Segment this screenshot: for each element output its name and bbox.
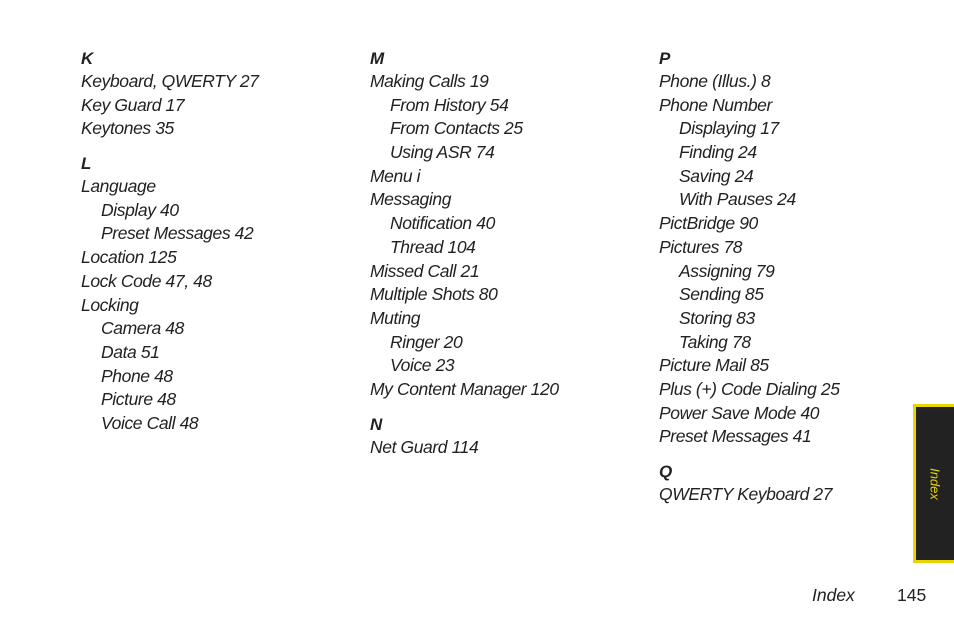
- index-subentry: Storing 83: [679, 307, 755, 328]
- index-entry: Pictures 78: [659, 236, 743, 257]
- group-spacer: [370, 402, 630, 413]
- index-entry: Picture Mail 85: [659, 355, 769, 376]
- side-tab-label: Index: [927, 467, 943, 500]
- index-subentry: Sending 85: [679, 284, 764, 305]
- group-spacer: [659, 449, 919, 460]
- index-letter-heading: Q: [659, 462, 673, 481]
- index-entry: Preset Messages 41: [659, 426, 812, 447]
- index-entry: Lock Code 47, 48: [81, 270, 212, 291]
- index-subentry: Voice Call 48: [101, 412, 199, 433]
- index-subentry: With Pauses 24: [679, 189, 796, 210]
- index-subentry: Saving 24: [679, 165, 754, 186]
- index-entry: Messaging: [370, 189, 452, 210]
- index-subentry: Finding 24: [679, 142, 757, 163]
- index-entry: Language: [81, 176, 156, 197]
- index-entry: Keytones 35: [81, 118, 174, 139]
- index-column-2: [370, 47, 630, 459]
- footer-section-label: Index: [812, 585, 855, 605]
- index-subentry: Display 40: [101, 199, 179, 220]
- group-spacer: [81, 141, 341, 152]
- index-entry: Plus (+) Code Dialing 25: [659, 378, 840, 399]
- index-letter-heading: K: [81, 49, 94, 68]
- section-side-tab: [913, 404, 954, 563]
- index-entry: Keyboard, QWERTY 27: [81, 71, 259, 91]
- index-subentry: Voice 23: [390, 355, 455, 376]
- index-subentry: Camera 48: [101, 318, 184, 339]
- index-letter-heading: M: [370, 49, 385, 68]
- index-subentry: From Contacts 25: [390, 118, 523, 139]
- index-entry: Net Guard 114: [370, 436, 479, 457]
- index-column-3: [659, 47, 919, 507]
- footer-page-number: 145: [897, 585, 927, 605]
- index-subentry: Notification 40: [390, 213, 495, 234]
- index-entry: Muting: [370, 307, 421, 328]
- index-entry: Making Calls 19: [370, 71, 489, 91]
- index-entry: Missed Call 21: [370, 260, 480, 281]
- index-entry: Phone (Illus.) 8: [659, 71, 771, 91]
- index-entry: QWERTY Keyboard 27: [659, 484, 833, 504]
- index-subentry: Thread 104: [390, 236, 476, 257]
- index-subentry: Assigning 79: [679, 260, 775, 281]
- index-letter-heading: P: [659, 49, 671, 68]
- index-entry: Menu i: [370, 165, 421, 186]
- index-subentry: Data 51: [101, 341, 160, 362]
- index-entry: My Content Manager 120: [370, 378, 559, 399]
- index-entry: Key Guard 17: [81, 94, 185, 115]
- index-entry: Locking: [81, 294, 139, 315]
- index-entry: Phone Number: [659, 94, 772, 115]
- index-subentry: Phone 48: [101, 365, 173, 386]
- index-subentry: Displaying 17: [679, 118, 779, 139]
- index-entry: Power Save Mode 40: [659, 402, 820, 423]
- index-column-1: [81, 47, 341, 436]
- index-subentry: From History 54: [390, 94, 509, 115]
- index-letter-heading: L: [81, 154, 92, 174]
- index-subentry: Preset Messages 42: [101, 223, 254, 244]
- index-subentry: Picture 48: [101, 389, 176, 410]
- index-subentry: Using ASR 74: [390, 142, 495, 163]
- index-entry: Location 125: [81, 247, 177, 268]
- index-letter-heading: N: [370, 414, 383, 434]
- index-subentry: Ringer 20: [390, 331, 463, 352]
- index-entry: PictBridge 90: [659, 213, 758, 234]
- index-entry: Multiple Shots 80: [370, 284, 498, 305]
- index-subentry: Taking 78: [679, 331, 751, 352]
